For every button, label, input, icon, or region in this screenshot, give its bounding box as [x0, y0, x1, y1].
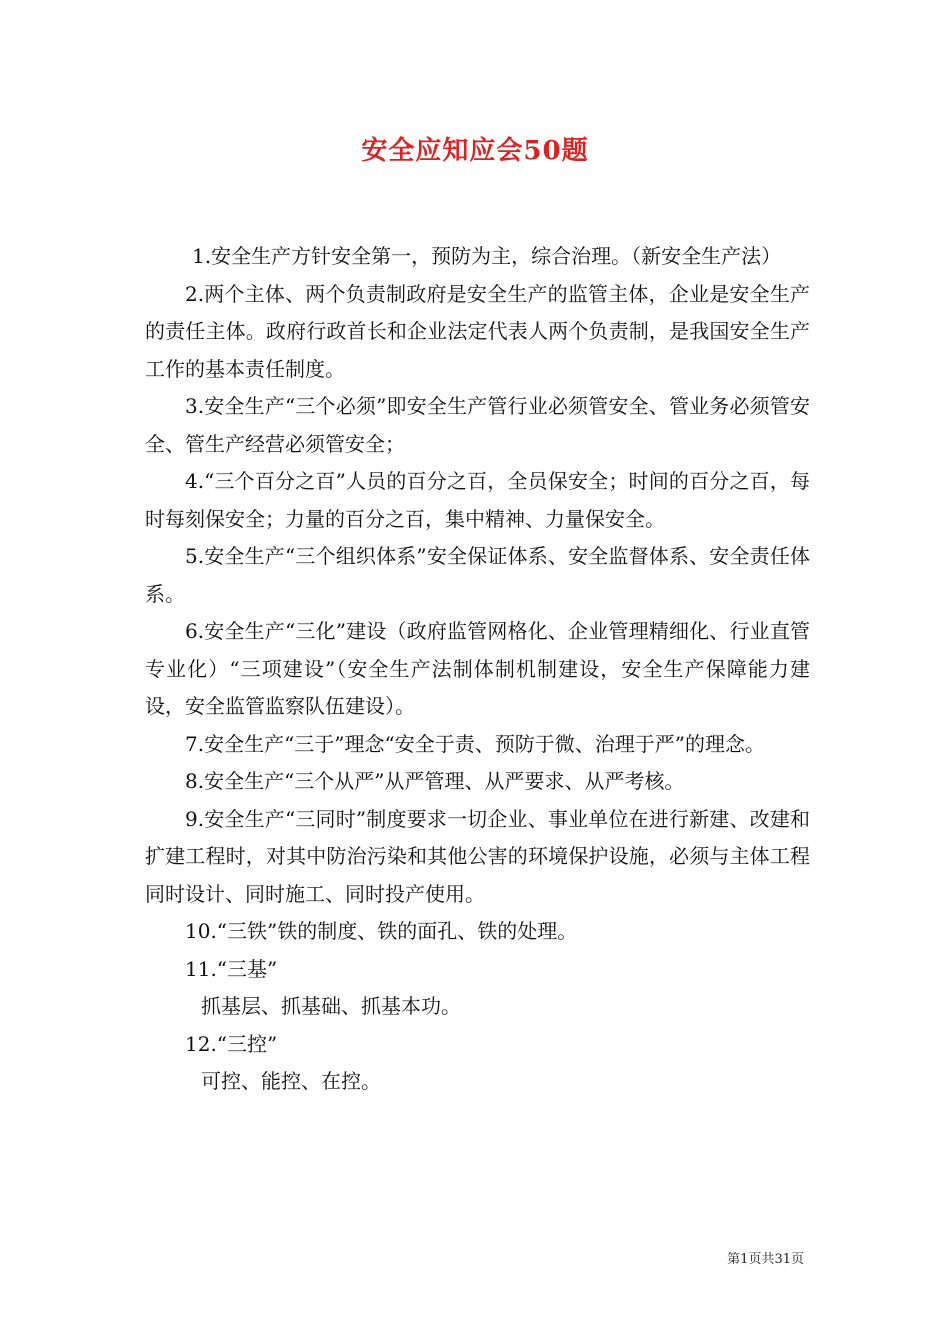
document-body: [145, 238, 810, 1101]
paragraph-5: 5.安全生产“三个组织体系”安全保证体系、安全监督体系、安全责任体系。: [145, 544, 810, 606]
paragraph-2: 2.两个主体、两个负责制政府是安全生产的监管主体，企业是安全生产的责任主体。政府行政首长和企业法定代表人两个负责制，是我国安全生产工作的基本责任制度。: [145, 281, 810, 381]
paragraph-9: 9.安全生产“三同时”制度要求一切企业、事业单位在进行新建、改建和扩建工程时，对其中防治污染和其他公害的环境保护设施，必须与主体工程同时设计、同时施工、同时投产使用。: [145, 806, 810, 906]
document-title: 安全应知应会50题: [361, 136, 589, 166]
paragraph-8: 8.安全生产“三个从严”从严管理、从严要求、从严考核。: [185, 769, 685, 793]
paragraph-1: 1.安全生产方针安全第一，预防为主，综合治理。（新安全生产法）: [192, 244, 782, 268]
paragraph-10: 10.“三铁”铁的制度、铁的面孔、铁的处理。: [185, 919, 578, 943]
paragraph-11: 11.“三基”: [185, 956, 278, 981]
paragraph-12: 12.“三控”: [185, 1031, 278, 1056]
paragraph-3: 3.安全生产“三个必须”即安全生产管行业必须管安全、管业务必须管安全、管生产经营必须管安全；: [145, 394, 810, 456]
paragraph-11-detail: 抓基层、抓基础、抓基本功。: [201, 994, 461, 1018]
paragraph-7: 7.安全生产“三于”理念“安全于责、预防于微、治理于严”的理念。: [185, 731, 765, 756]
paragraph-4: 4.“三个百分之百”人员的百分之百，全员保安全；时间的百分之百，每时每刻保安全；力量的百分之百，集中精神、力量保安全。: [145, 469, 810, 531]
paragraph-12-detail: 可控、能控、在控。: [201, 1069, 381, 1093]
page-number: 第1页共31页: [727, 1252, 804, 1267]
paragraph-6: 6.安全生产“三化”建设（政府监管网格化、企业管理精细化、行业直管专业化）“三项建设”（安全生产法制体制机制建设，安全生产保障能力建设，安全监管监察队伍建设）。: [145, 619, 810, 718]
